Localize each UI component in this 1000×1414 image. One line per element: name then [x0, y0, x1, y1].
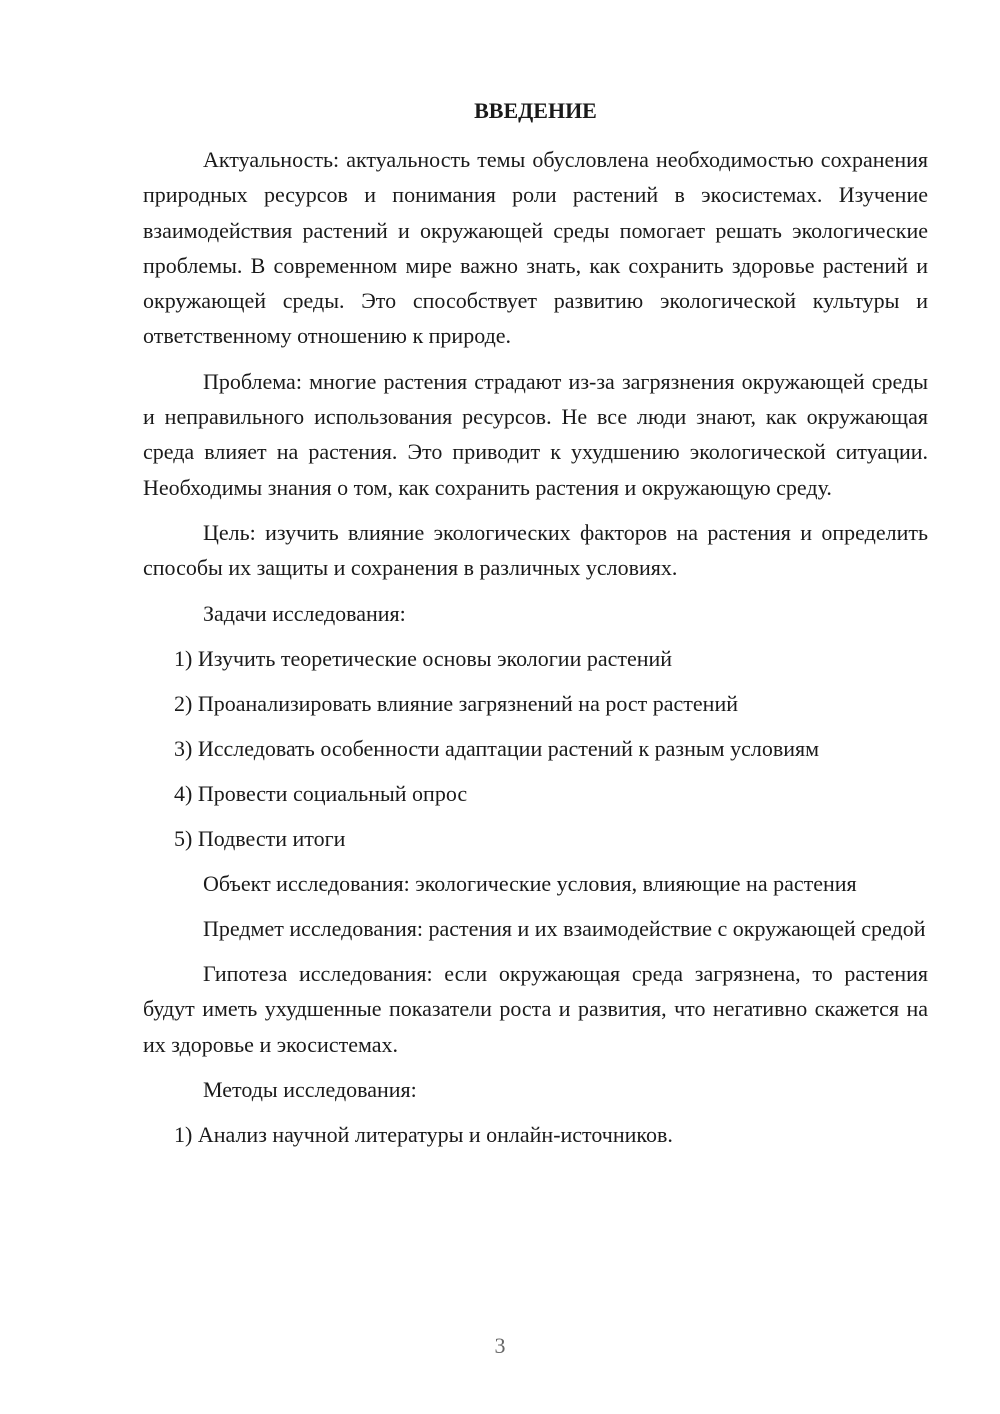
relevance-paragraph: Актуальность: актуальность темы обусловлена необходимостью сохранения природных ресурсов и понимания роли растений в экосистемах. Изучение взаимодействия растений и окружающей среды помогает решать экологические проблемы. В современном мире важно знать, как сохранить здоровье растений и окружающей среды. Это способствует развитию экологической культуры и ответственному отношению к природе. [143, 147, 928, 349]
task-item-3: 3) Исследовать особенности адаптации растений к разным условиям [174, 735, 820, 761]
task-item-5: 5) Подвести итоги [174, 825, 346, 851]
tasks-heading: Задачи исследования: [203, 600, 406, 626]
task-item-2: 2) Проанализировать влияние загрязнений на рост растений [174, 690, 738, 716]
goal-paragraph: Цель: изучить влияние экологических факторов на растения и определить способы их защиты и сохранения в различных условиях. [143, 519, 928, 581]
object-paragraph: Объект исследования: экологические условия, влияющие на растения [203, 870, 857, 896]
task-item-4: 4) Провести социальный опрос [174, 780, 468, 806]
task-item-1: 1) Изучить теоретические основы экологии растений [174, 645, 673, 671]
methods-heading: Методы исследования: [203, 1077, 417, 1103]
problem-paragraph: Проблема: многие растения страдают из-за загрязнения окружающей среды и неправильного использования ресурсов. Не все люди знают, как окружающая среда влияет на растения. Это приводит к ухудшению экологической ситуации. Необходимы знания о том, как сохранить растения и окружающую среду. [143, 368, 928, 500]
page-number: 3 [494, 1333, 506, 1358]
hypothesis-paragraph: Гипотеза исследования: если окружающая среда загрязнена, то растения будут иметь ухудшенные показатели роста и развития, что негативно скажется на их здоровье и экосистемах. [143, 961, 928, 1057]
document-page [143, 93, 928, 1162]
section-title: ВВЕДЕНИЕ [474, 98, 597, 123]
subject-paragraph: Предмет исследования: растения и их взаимодействие с окружающей средой [203, 915, 926, 941]
method-item-1: 1) Анализ научной литературы и онлайн-источников. [174, 1122, 673, 1148]
